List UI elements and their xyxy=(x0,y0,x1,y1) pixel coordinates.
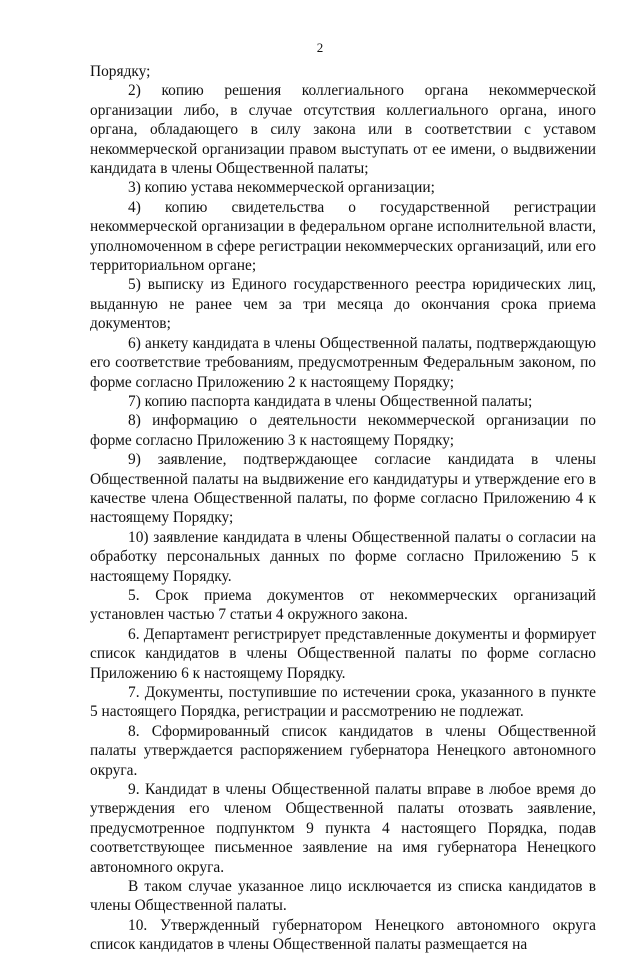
paragraph-item-6: 6) анкету кандидата в члены Общественной палаты, подтверждающую его соответствие требованиям, предусмотренным Федеральным законом, по форме согласно Приложению 2 к настоящему Порядку; xyxy=(90,334,596,391)
paragraph-item-10: 10) заявление кандидата в члены Общественной палаты о согласии на обработку персональных данных по форме согласно Приложению 5 к настоящему Порядку. xyxy=(90,528,596,585)
paragraph-section-6: 6. Департамент регистрирует представленные документы и формирует список кандидатов в члены Общественной палаты по форме согласно Приложению 6 к настоящему Порядку. xyxy=(90,625,596,682)
paragraph-section-8: 8. Сформированный список кандидатов в члены Общественной палаты утверждается распоряжением губернатора Ненецкого автономного округа. xyxy=(90,722,596,779)
paragraph-item-3: 3) копию устава некоммерческой организации; xyxy=(128,179,435,197)
document-body xyxy=(90,62,596,955)
paragraph-section-5: 5. Срок приема документов от некоммерческих организаций установлен частью 7 статьи 4 окружного закона. xyxy=(90,586,596,624)
paragraph-item-5: 5) выписку из Единого государственного реестра юридических лиц, выданную не ранее чем за три месяца до окончания срока приема документов; xyxy=(90,276,596,333)
page-number: 2 xyxy=(316,40,324,55)
paragraph-item-8: 8) информацию о деятельности некоммерческой организации по форме согласно Приложению 3 к настоящему Порядку; xyxy=(90,412,596,449)
paragraph-section-9-note: В таком случае указанное лицо исключается из списка кандидатов в члены Общественной палаты. xyxy=(90,878,596,915)
paragraph-section-9: 9. Кандидат в члены Общественной палаты вправе в любое время до утверждения его членом Общественной палаты отозвать заявление, предусмотренное подпунктом 9 пункта 4 настоящего Порядка, подав соответствующее письменное заявление на имя губернатора Ненецкого автономного округа. xyxy=(90,781,596,876)
paragraph-item-2: 2) копию решения коллегиального органа некоммерческой организации либо, в случае отсутствия коллегиального органа, иного органа, обладающего в силу закона или в соответствии с уставом некоммерческой организации правом выступать от ее имени, о выдвижении кандидата в члены Общественной палаты; xyxy=(90,82,596,178)
paragraph-section-10: 10. Утвержденный губернатором Ненецкого автономного округа список кандидатов в члены Общественной палаты размещается на xyxy=(90,916,596,954)
paragraph-continuation: Порядку; xyxy=(90,63,151,80)
paragraph-item-7: 7) копию паспорта кандидата в члены Общественной палаты; xyxy=(128,392,533,410)
paragraph-item-9: 9) заявление, подтверждающее согласие кандидата в члены Общественной палаты на выдвижение его кандидатуры и утверждение его в качестве члена Общественной палаты, по форме согласно Приложению 4 к настоящему Порядку; xyxy=(90,451,596,527)
paragraph-section-7: 7. Документы, поступившие по истечении срока, указанного в пункте 5 настоящего Порядка, регистрации и рассмотрению не подлежат. xyxy=(90,684,596,721)
paragraph-item-4: 4) копию свидетельства о государственной регистрации некоммерческой организации в федеральном органе исполнительной власти, уполномоченном в сфере регистрации некоммерческих организаций, или его территориальном органе; xyxy=(90,198,596,275)
